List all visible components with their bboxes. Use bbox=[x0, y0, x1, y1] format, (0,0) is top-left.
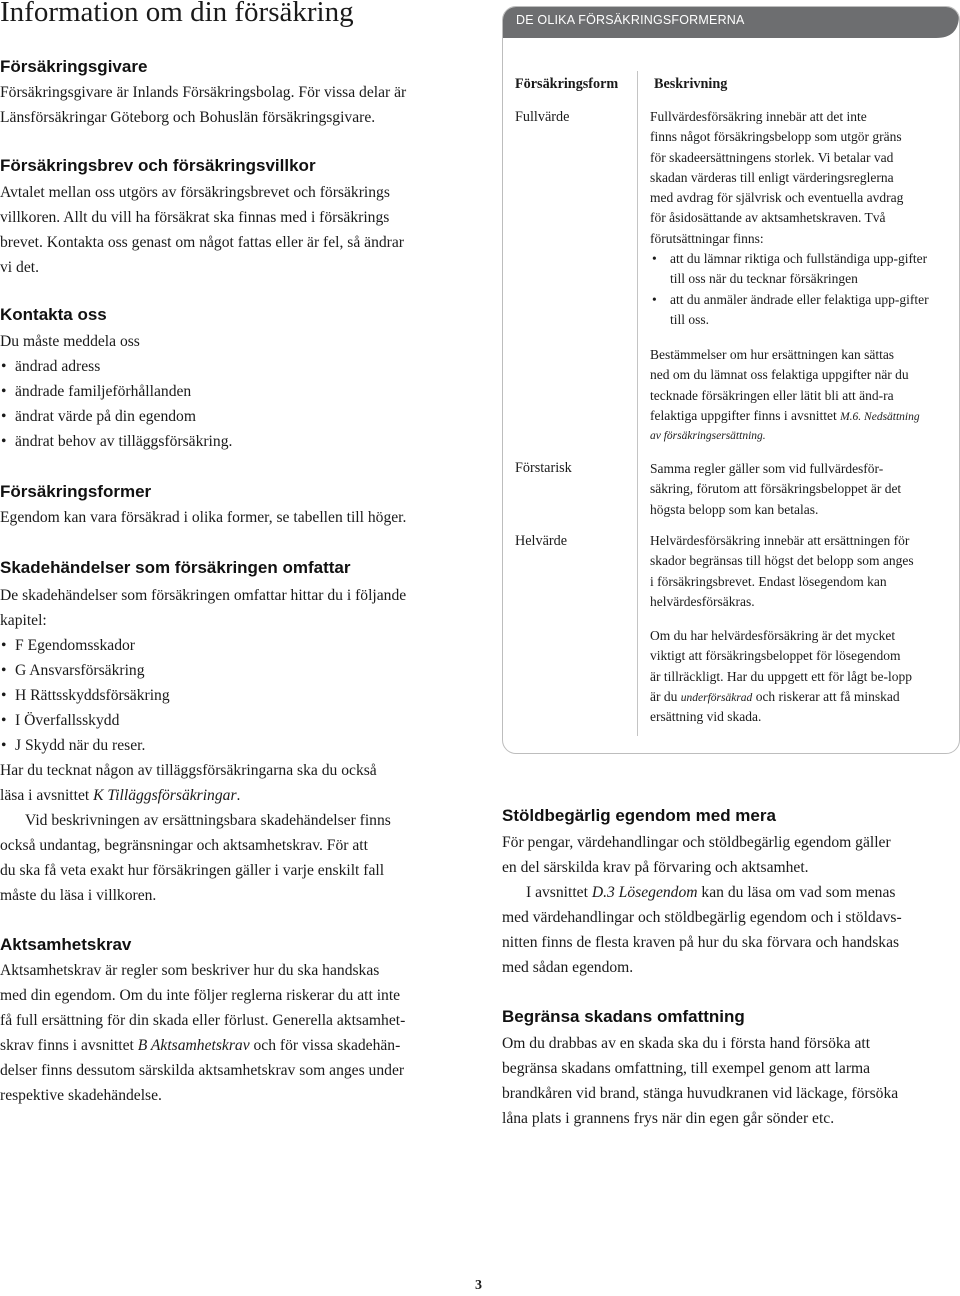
text-line: delser finns dessutom särskilda aktsamhetskrav som anges under bbox=[0, 1062, 405, 1079]
text-line bbox=[650, 406, 920, 426]
section-body-stoldbegarlig bbox=[502, 830, 902, 980]
text-run: . bbox=[236, 787, 241, 804]
table-row-desc-forstarisk bbox=[650, 459, 901, 520]
section-body-forsakringsformer bbox=[0, 505, 406, 530]
section-body-forsakringsbrev bbox=[0, 180, 404, 280]
text-line: Fullvärdesförsäkring innebär att det inte bbox=[650, 109, 867, 124]
text-run: kan du läsa om vad som menas bbox=[697, 884, 896, 901]
list-item: • ändrat behov av tilläggsförsäkring. bbox=[0, 429, 232, 454]
text-line: Aktsamhetskrav är regler som beskriver hur du ska handskas bbox=[0, 962, 380, 979]
text-line: Försäkringsgivare är Inlands Försäkringsbolag. För vissa delar är bbox=[0, 84, 407, 101]
text-line bbox=[650, 687, 912, 707]
text-line: finns något försäkringsbelopp som utgör gräns bbox=[650, 129, 902, 145]
section-body-kontakta-oss bbox=[0, 329, 232, 454]
text-line: Bestämmelser om hur ersättningen kan sättas bbox=[650, 347, 895, 362]
text-line: Helvärdesförsäkring innebär att ersättningen för bbox=[650, 533, 910, 548]
text-line: tecknade försäkringen eller lätit bli att änd-ra bbox=[650, 387, 894, 403]
text-line: viktigt att försäkringsbeloppet för lösegendom bbox=[650, 648, 901, 664]
text-line: Du måste meddela oss bbox=[0, 333, 140, 350]
text-line: Samma regler gäller som vid fullvärdesför- bbox=[650, 461, 884, 476]
section-heading-skadehandelser: Skadehändelser som försäkringen omfattar bbox=[0, 558, 351, 577]
section-heading-forsakringsformer: Försäkringsformer bbox=[0, 482, 152, 501]
text-line: ersättning vid skada. bbox=[650, 709, 762, 725]
text-run: är du bbox=[650, 688, 681, 704]
text-line: i försäkringsbrevet. Endast lösegendom kan bbox=[650, 573, 887, 589]
table-row-form-forstarisk: Förstarisk bbox=[515, 460, 572, 476]
text-line: För pengar, värdehandlingar och stöldbegärlig egendom gäller bbox=[502, 834, 891, 851]
text-run: felaktiga uppgifter finns i avsnittet bbox=[650, 407, 841, 423]
text-line: villkoren. Allt du vill ha försäkrat ska finnas med i försäkrings bbox=[0, 209, 390, 226]
list-item: • G Ansvarsförsäkring bbox=[0, 658, 406, 683]
text-line: en del särskilda krav på förvaring och aktsamhet. bbox=[502, 859, 809, 876]
section-reference: K Tilläggsförsäkringar bbox=[93, 787, 237, 804]
table-row-desc-helvarde bbox=[650, 531, 914, 612]
list-item: • F Egendomsskador bbox=[0, 633, 406, 658]
section-body-aktsamhetskrav bbox=[0, 958, 405, 1108]
text-line: kapitel: bbox=[0, 612, 47, 629]
list-item: • ändrade familjeförhållanden bbox=[0, 379, 232, 404]
section-body-skadehandelser bbox=[0, 583, 406, 908]
section-heading-begransa: Begränsa skadans omfattning bbox=[502, 1007, 745, 1026]
text-line bbox=[502, 880, 902, 905]
text-line: brevet. Kontakta oss genast om något fattas eller är fel, så ändrar bbox=[0, 234, 404, 251]
list-item: • H Rättsskyddsförsäkring bbox=[0, 683, 406, 708]
text-line: Egendom kan vara försäkrad i olika former, se tabellen till höger. bbox=[0, 509, 407, 526]
text-line: nitten finns de flesta kraven på hur du ska förvara och handskas bbox=[502, 934, 900, 951]
text-line: skadan värderas till enligt värderingsreglerna bbox=[650, 169, 894, 185]
text-line: för åsidosättande av aktsamhetskraven. Två bbox=[650, 210, 886, 226]
section-heading-forsakringsgivare: Försäkringsgivare bbox=[0, 57, 148, 76]
text-line: med avdrag för självrisk och eventuella avdrag bbox=[650, 190, 904, 206]
text-line: helvärdesförsäkras. bbox=[650, 593, 755, 609]
text-line: med sådan egendom. bbox=[502, 959, 634, 976]
text-line: brandkåren vid brand, stänga huvudkranen vid läckage, försöka bbox=[502, 1085, 899, 1102]
table-column-divider bbox=[637, 71, 638, 736]
text-line: skador begränsas till högst det belopp som anges bbox=[650, 553, 914, 569]
table-row-desc-helvarde-note bbox=[650, 626, 912, 727]
table-col-header-form: Försäkringsform bbox=[515, 76, 619, 92]
list-item-continuation: till oss när du tecknar försäkringen bbox=[670, 271, 858, 287]
table-row-desc-fullvarde-note bbox=[650, 345, 920, 446]
page-title: Information om din försäkring bbox=[0, 0, 354, 28]
list-item-continuation: till oss. bbox=[670, 311, 710, 327]
text-run: I avsnittet bbox=[526, 884, 592, 901]
table-row-form-fullvarde: Fullvärde bbox=[515, 109, 570, 125]
text-line: De skadehändelser som försäkringen omfattar hittar du i följande bbox=[0, 587, 407, 604]
text-line: är tillräckligt. Har du uppgett ett för lågt be-lopp bbox=[650, 668, 913, 684]
text-line: få full ersättning för din skada eller förlust. Generella aktsamhet- bbox=[0, 1012, 406, 1029]
section-body-forsakringsgivare bbox=[0, 80, 406, 130]
emphasis: underförsäkrad bbox=[680, 691, 753, 704]
table-header-bar bbox=[503, 7, 959, 38]
text-line: Om du har helvärdesförsäkring är det mycket bbox=[650, 628, 896, 643]
text-line: högsta belopp som kan betalas. bbox=[650, 501, 819, 517]
list-item: • ändrad adress bbox=[0, 354, 232, 379]
text-run: skrav finns i avsnittet bbox=[0, 1037, 138, 1054]
text-line bbox=[0, 1033, 405, 1058]
list-item: • att du anmäler ändrade eller felaktiga upp-gifter bbox=[650, 290, 929, 310]
section-heading-forsakringsbrev: Försäkringsbrev och försäkringsvillkor bbox=[0, 156, 316, 175]
text-line: ned om du lämnat oss felaktiga uppgifter när du bbox=[650, 367, 909, 383]
table-col-header-desc: Beskrivning bbox=[654, 76, 728, 92]
section-reference: M.6. bbox=[840, 410, 862, 423]
table-header-title: DE OLIKA FÖRSÄKRINGSFORMERNA bbox=[516, 13, 745, 27]
text-run: läsa i avsnittet bbox=[0, 787, 94, 804]
list-item: • J Skydd när du reser. bbox=[0, 733, 406, 758]
section-heading-kontakta-oss: Kontakta oss bbox=[0, 305, 107, 324]
list-item: • I Överfallsskydd bbox=[0, 708, 406, 733]
text-run: och för vissa skadehän- bbox=[249, 1037, 401, 1054]
section-reference: Nedsättning bbox=[861, 410, 920, 423]
text-line: med din egendom. Om du inte följer reglerna riskerar du att inte bbox=[0, 987, 401, 1004]
table-row-desc-fullvarde bbox=[650, 107, 929, 330]
section-body-begransa bbox=[502, 1031, 898, 1131]
section-reference: av försäkringsersättning. bbox=[650, 430, 766, 443]
text-line: Länsförsäkringar Göteborg och Bohuslän försäkringsgivare. bbox=[0, 109, 376, 126]
text-run: och riskerar att få minskad bbox=[752, 688, 900, 704]
text-line: Vid beskrivningen av ersättningsbara skadehändelser finns bbox=[25, 812, 391, 829]
text-line: begränsa skadans omfattning, till exempel genom att larma bbox=[502, 1060, 871, 1077]
section-reference: D.3 Lösegendom bbox=[591, 884, 698, 901]
section-reference: B Aktsamhetskrav bbox=[137, 1037, 250, 1054]
text-line bbox=[0, 783, 406, 808]
text-line: Avtalet mellan oss utgörs av försäkringsbrevet och försäkrings bbox=[0, 184, 390, 201]
text-line: Om du drabbas av en skada ska du i första hand försöka att bbox=[502, 1035, 871, 1052]
text-line: respektive skadehändelse. bbox=[0, 1087, 162, 1104]
text-line: för skadeersättningens storlek. Vi betalar vad bbox=[650, 149, 894, 165]
text-line: låna plats i grannens frys när din egen går sönder etc. bbox=[502, 1110, 835, 1127]
text-line: du ska få veta exakt hur försäkringen gäller i varje enskilt fall bbox=[0, 862, 385, 879]
text-line: förutsättningar finns: bbox=[650, 230, 764, 246]
text-line: måste du läsa i villkoren. bbox=[0, 887, 157, 904]
text-line: vi det. bbox=[0, 259, 39, 276]
section-heading-stoldbegarlig: Stöldbegärlig egendom med mera bbox=[502, 806, 776, 825]
text-line: med värdehandlingar och stöldbegärlig egendom och i stöldavs- bbox=[502, 909, 902, 926]
table-row-form-helvarde: Helvärde bbox=[515, 533, 567, 549]
text-line: säkring, förutom att försäkringsbeloppet är det bbox=[650, 481, 902, 497]
text-line: Har du tecknat någon av tilläggsförsäkringarna ska du också bbox=[0, 762, 377, 779]
page-number: 3 bbox=[475, 1278, 482, 1293]
text-line: också undantag, begränsningar och aktsamhetskrav. För att bbox=[0, 837, 368, 854]
list-item: • ändrat värde på din egendom bbox=[0, 404, 232, 429]
list-item: • att du lämnar riktiga och fullständiga upp-gifter bbox=[650, 249, 929, 269]
section-heading-aktsamhetskrav: Aktsamhetskrav bbox=[0, 935, 132, 954]
